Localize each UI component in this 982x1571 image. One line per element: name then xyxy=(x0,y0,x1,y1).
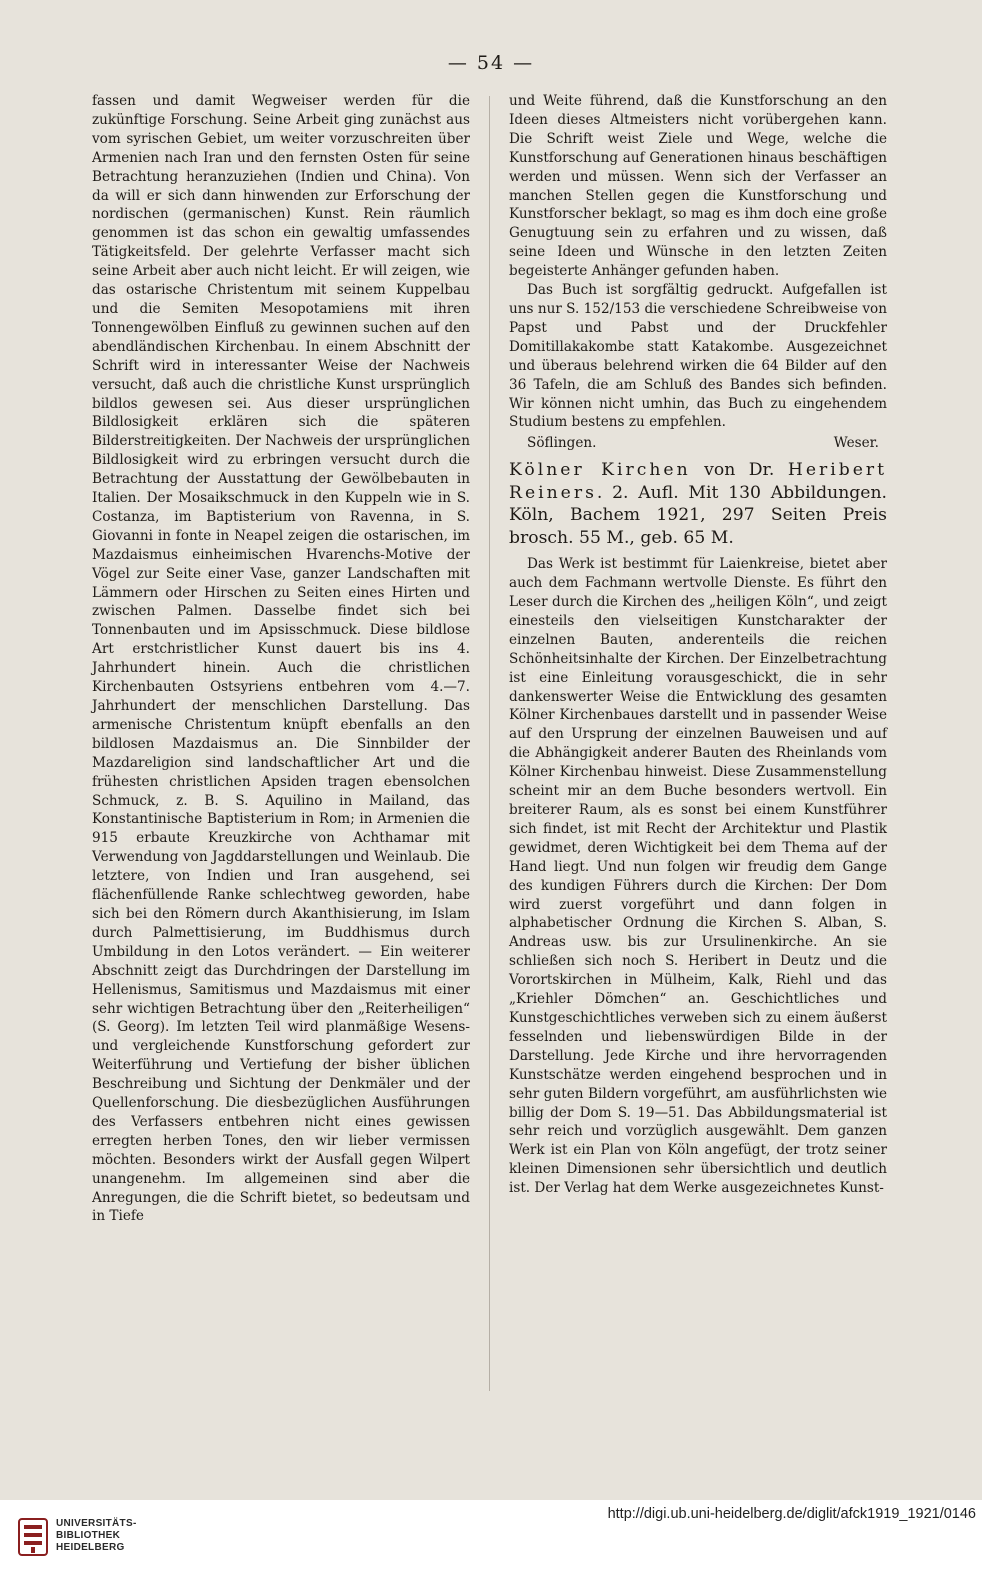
signature-place: Söflingen. xyxy=(527,435,597,452)
book-publication-details: . 2. Aufl. Mit 130 Abbildungen. Köln, Bachem 1921, 297 Seiten Preis brosch. 55 M., geb. 65 M. xyxy=(509,482,887,548)
right-column xyxy=(509,92,887,1198)
source-url-link[interactable]: http://digi.ub.uni-heidelberg.de/diglit/afck1919_1921/0146 xyxy=(607,1506,976,1522)
heading-by: von Dr. xyxy=(690,460,788,481)
page-number: — 54 — xyxy=(447,52,535,74)
book-review-body: Das Werk ist bestimmt für Laienkreise, bietet aber auch dem Fachmann wertvolle Dienste. Es führt den Leser durch die Kirchen des „heiligen Köln“, und zeigt einesteils den vielseitigen Kunstcharakter der einzelnen Bauten, anderenteils die reichen Schönheitsinhalte der Kirchen. Der Einzelbetrachtung ist eine Einleitung vorausgeschickt, die in sehr dankenswerter Weise die Entwicklung des gesamten Kölner Kirchenbaues darstellt und in passender Weise auf den Ursprung der einzelnen Bauweisen und auf die Abhängigkeit anderer Bauten des Rheinlands vom Kölner Kirchenbau hinweist. Diese Zusammenstellung scheint mir an dem Buche besonders wertvoll. Ein breiterer Raum, als es sonst bei einem Kunstführer sich findet, ist mit Recht der Architektur und Plastik gewidmet, deren Wichtigkeit bei dem Thema auf der Hand liegt. Und nun folgen wir freudig dem Gange des kundigen Führers durch die Kirchen: Der Dom wird zuerst vorgeführt und dann folgen in alphabetischer Ordnung die Kirchen S. Alban, S. Andreas usw. bis zur Ursulinenkirche. An sie schließen sich noch S. Heribert in Deutz und die Vorortskirchen in Mülheim, Kalk, Riehl und das „Kriehler Dömchen“ an. Geschichtliches und Kunstgeschichtliches verweben sich zu einem äußerst fesselnden und liebenswürdigen Bilde in der Darstellung. Jede Kirche und ihre hervorragenden Kunstschätze werden eingehend besprochen und in sehr guten Bildern vorgeführt, am ausführlichsten wie billig der Dom S. 19—51. Das Abbildungsmaterial ist sehr reich und vorzüglich ausgewählt. Dem ganzen Werk ist ein Plan von Köln angefügt, der trotz seiner kleinen Dimensionen sehr übersichtlich und deutlich ist. Der Verlag hat dem Werke ausgezeichnetes Kunst- xyxy=(509,556,887,1197)
signature-name: Weser. xyxy=(833,435,879,452)
book-review-heading xyxy=(509,459,887,549)
left-column-text: fassen und damit Wegweiser werden für die zukünftige Forschung. Seine Arbeit ging zunächst aus vom syrischen Gebiet, um weiter vorzuschreiten über Armenien nach Iran und den fernsten Osten für seine Betrachtung heranzuziehen (Indien und China). Von da will er sich dann hinwenden zur Erforschung der nordischen (germanischen) Kunst. Rein räumlich genommen ist das schon ein gewaltig umfassendes Tätigkeitsfeld. Der gelehrte Verfasser macht sich seine Arbeit aber auch nicht leicht. Er will zeigen, wie das ostarische Christentum mit seinem Kuppelbau und die Semiten Mesopotamiens mit ihren Tonnengewölben Einfluß zu gewinnen suchen auf den abendländischen Kirchenbau. In einem Abschnitt der Schrift wird in interessanter Weise der Nachweis versucht, daß auch die christliche Kunst ursprünglich bildlos gewesen sei. Aus dieser ursprünglichen Bildlosigkeit erklären sich die späteren Bilderstreitigkeiten. Der Nachweis der ursprünglichen Bildlosigkeit wird zu erbringen versucht durch die Betrachtung der Ausstattung der Gewölbebauten in Italien. Der Mosaikschmuck in den Kuppeln wie in S. Costanza, im Baptisterium von Ravenna, in S. Giovanni in fonte in Neapel zeigen die ostarischen, im Mazdaismus einheimischen Hvarenchs-Motive der Vögel zur Seite einer Vase, ganzer Landschaften mit Lämmern oder Hirschen zu Seiten eines Hirten und zwischen Palmen. Dasselbe findet sich bei Tonnenbauten und im Apsisschmuck. Diese bildlose Art erstchristlicher Kunst dauert bis ins 4. Jahrhundert hinein. Auch die christlichen Kirchenbauten Ostsyriens entbehren vom 4.—7. Jahrhundert der menschlichen Darstellung. Das armenische Christentum knüpft ebenfalls an den bildlosen Mazdaismus an. Die Sinnbilder der Mazdareligion sind landschaftlicher Art und die frühesten christlichen Apsiden tragen ebensolchen Schmuck, z. B. S. Aquilino in Mailand, das Konstantinische Baptisterium in Rom; in Armenien die 915 erbaute Kreuzkirche von Achthamar mit Verwendung von Jagddarstellungen und Weinlaub. Die letztere, von Indien und Iran ausgehend, sei flächenfüllende Ranke schlechtweg geworden, habe sich bei den Römern durch Akanthisierung, im Islam durch Palmettisierung, im Buddhismus durch Umbildung in den Lotos verändert. — Ein weiterer Abschnitt zeigt das Durchdringen der Darstellung im Hellenismus, Samitismus und Mazdaismus mit einer sehr wichtigen Betrachtung über den „Reiterheiligen“ (S. Georg). Im letzten Teil wird planmäßige Wesens- und vergleichende Kunstforschung gefordert zur Weiterführung und Vertiefung der bisher üblichen Beschreibung und Sichtung der Denkmäler und der Quellenforschung. Die diesbezüglichen Ausführungen des Verfassers entbehren nicht eines gewissen erregten herben Tones, den wir lieber vermissen möchten. Besonders wirkt der Ausfall gegen Wilpert unangenehm. Im allgemeinen sind aber die Anregungen, die die Schrift bietet, so bedeutsam und in Tiefe xyxy=(92,93,470,1225)
book-title: Kölner Kirchen xyxy=(509,460,691,481)
library-name: UNIVERSITÄTS- BIBLIOTHEK HEIDELBERG xyxy=(56,1518,137,1553)
review-print-quality-paragraph: Das Buch ist sorgfältig gedruckt. Aufgefallen ist uns nur S. 152/153 die verschiedene Schreibweise von Papst und Pabst und der Druckfehler Domitillakakombe statt Katakombe. Ausgezeichnet und überaus belehrend wirken die 64 Bilder auf den 36 Tafeln, die am Schluß des Bandes sich befinden. Wir können nicht umhin, das Buch zu eingehendem Studium bestens zu empfehlen. xyxy=(509,282,887,431)
book-author: Heribert Reiners xyxy=(509,460,888,503)
review-conclusion-paragraph: und Weite führend, daß die Kunstforschung an den Ideen dieses Altmeisters nicht vorübergehen kann. Die Schrift weist Ziele und Wege, welche die Kunstforschung auf Generationen hinaus beschäftigen werden und müssen. Wenn sich der Verfasser an manchen Stellen gegen die Kunstforschung und Kunstforscher beklagt, so mag es ihm doch eine große Genugtuung sein zu erfahren und zu wissen, daß seine Ideen und Wünsche in den letzten Zeiten begeisterte Anhänger gefunden haben. xyxy=(509,93,887,280)
column-divider xyxy=(489,96,490,1391)
footer xyxy=(0,1500,982,1571)
left-column xyxy=(92,92,470,1226)
reviewer-signature xyxy=(509,434,887,453)
university-seal-icon xyxy=(18,1518,48,1556)
